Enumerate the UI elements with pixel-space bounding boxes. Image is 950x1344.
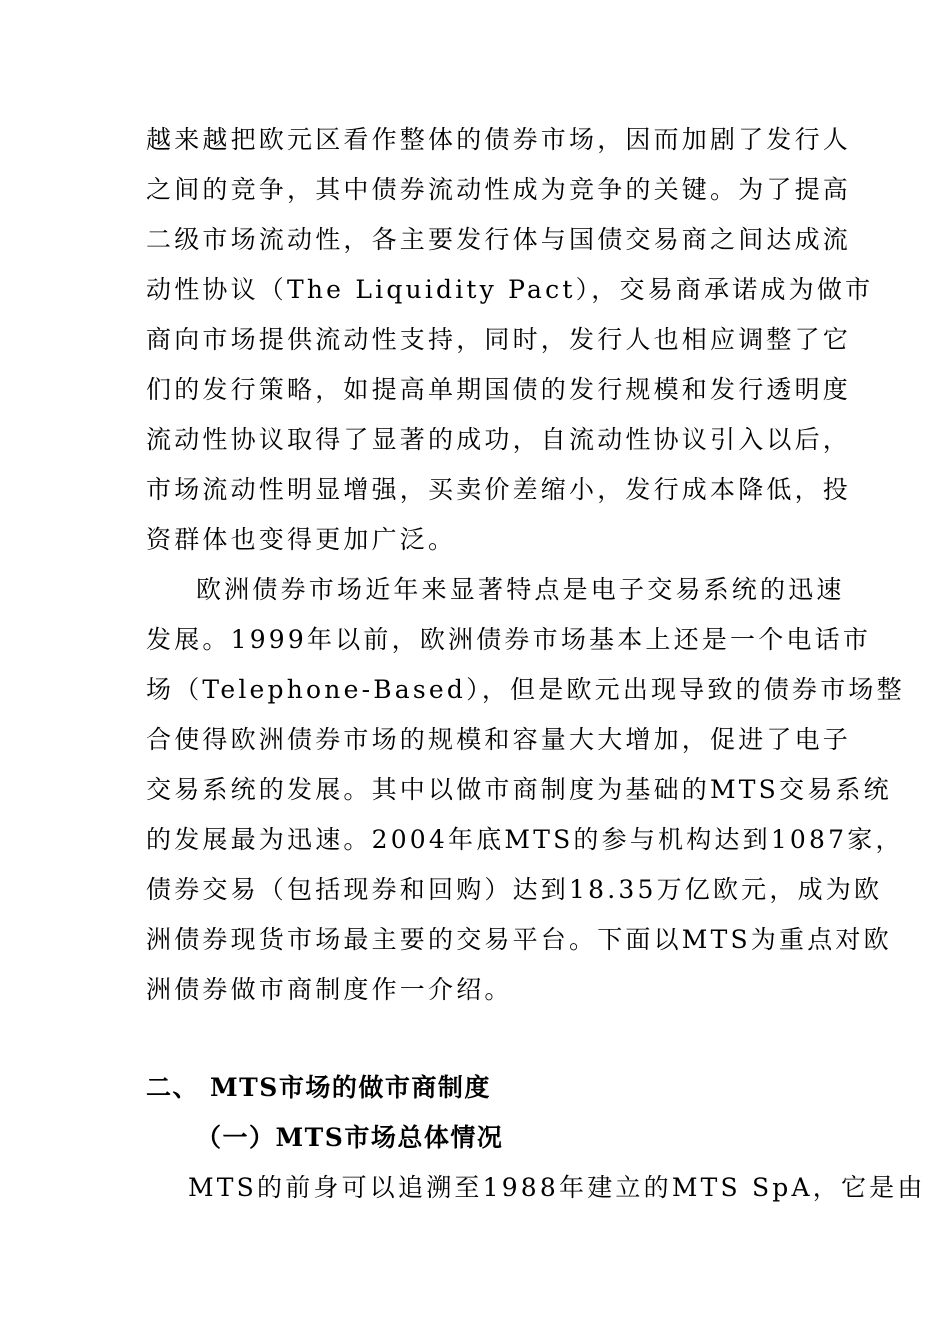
text-line: 场（Telephone-Based），但是欧元出现导致的债券市场整 [146,675,905,704]
text-line: 市场流动性明显增强，买卖价差缩小，发行成本降低，投 [146,475,852,504]
text-line: 们的发行策略，如提高单期国债的发行规模和发行透明度 [146,375,852,404]
text-line: 流动性协议取得了显著的成功，自流动性协议引入以后， [146,425,852,454]
text-line: 欧洲债券市场近年来显著特点是电子交易系统的迅速 [196,575,845,604]
text-line: 之间的竞争，其中债券流动性成为竞争的关键。为了提高 [146,175,852,204]
text-line: MTS的前身可以追溯至1988年建立的MTS SpA，它是由 [188,1173,926,1202]
section-heading: MTS市场的做市商制度 [210,1073,491,1102]
text-line: 发展。1999年以前，欧洲债券市场基本上还是一个电话市 [146,625,872,654]
text-line: 债券交易（包括现券和回购）达到18.35万亿欧元，成为欧 [146,875,883,904]
text-line: 交易系统的发展。其中以做市商制度为基础的MTS交易系统 [146,775,892,804]
text-line: 洲债券现货市场最主要的交易平台。下面以MTS为重点对欧 [146,925,892,954]
text-line: 资群体也变得更加广泛。 [146,525,457,554]
text-line: 越来越把欧元区看作整体的债券市场，因而加剧了发行人 [146,125,852,154]
text-line: 二级市场流动性，各主要发行体与国债交易商之间达成流 [146,225,852,254]
text-line: 洲债券做市商制度作一介绍。 [146,975,513,1004]
text-line: 的发展最为迅速。2004年底MTS的参与机构达到1087家， [146,825,904,854]
text-line: 商向市场提供流动性支持，同时，发行人也相应调整了它 [146,325,852,354]
section-number: 二、 [146,1073,200,1102]
text-line: 动性协议（The Liquidity Pact），交易商承诺成为做市 [146,275,874,304]
text-line: 合使得欧洲债券市场的规模和容量大大增加，促进了电子 [146,725,852,754]
subsection-heading: （一）MTS市场总体情况 [196,1123,504,1152]
